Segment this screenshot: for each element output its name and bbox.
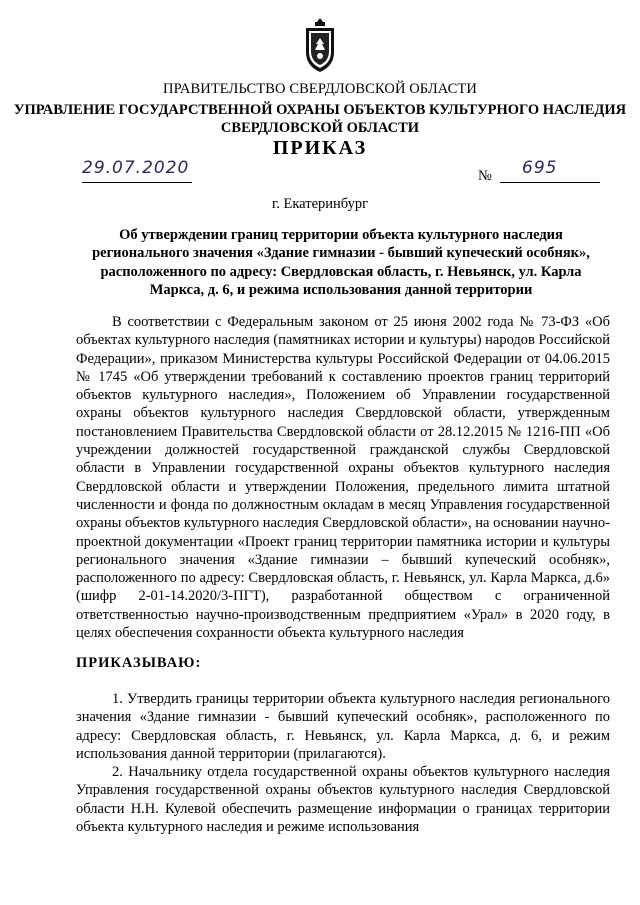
order-item-1: 1. Утвердить границы территории объекта культурного наследия регионального значения «Здание гимназии - бывший купеческий особняк», расположенного по адресу: Свердловская область, г. Невьянск, ул. Карла Маркса, д. 6, и режим использования данной территории (прилагаются). bbox=[76, 691, 610, 762]
order-date-field bbox=[82, 160, 192, 183]
preamble-paragraph: В соответствии с Федеральным законом от 25 июня 2002 года № 73-ФЗ «Об объектах культурного наследия (памятниках истории и культуры) народов Российской Федерации», приказом Министерства культуры Российской Федерации от 04.06.2015 № 1745 «Об утверждении требований к составлению проектов границ территорий объектов культурного наследия», Положением об Управлении государственной охраны объектов культурного наследия Свердловской области, утвержденным постановлением Правительства Свердловской области от 28.12.2015 № 1216-ПП «Об учреждении должностей государственной гражданской службы Свердловской области в Управлении государственной охраны объектов культурного наследия Свердловской области и утверждении Положения, предельного лимита штатной численности и фонда по должностным окладам в месяц Управления государственной охраны объектов культурного наследия Свердловской области», на основании научно-проектной документации «Проект границ территории памятника истории и культуры регионального значения «Здание гимназии – бывший купеческий особняк», расположенного по адресу: Свердловская область, г. Невьянск, ул. Карла Маркса, д.6» (шифр 2-01-14.2020/3-ПГТ), разработанной обществом с ограниченной ответственностью научно-производственным предприятием «Урал» в 2020 году, в целях обеспечения сохранности объекта культурного наследия bbox=[76, 314, 610, 642]
order-heading: Об утверждении границ территории объекта культурного наследия регионального значения «Здание гимназии - бывший купеческий особняк», расположенного по адресу: Свердловская область, г. Невьянск, ул. Карла Маркса, д. 6, и режима использования данной территории bbox=[92, 227, 590, 298]
department-name-line1: УПРАВЛЕНИЕ ГОСУДАРСТВЕННОЙ ОХРАНЫ ОБЪЕКТОВ КУЛЬТУРНОГО НАСЛЕДИЯ bbox=[13, 102, 627, 118]
order-item-2: 2. Начальнику отдела государственной охраны объектов культурного наследия Управления государственной охраны объектов культурного наследия Свердловской области Н.Н. Кулевой обеспечить размещение информации о границах территории объекта культурного наследия и режиме использования bbox=[76, 764, 610, 835]
orders-label: ПРИКАЗЫВАЮ: bbox=[76, 655, 202, 671]
order-number-field bbox=[500, 158, 600, 183]
coat-of-arms-emblem-icon bbox=[300, 16, 340, 74]
order-date-handwritten: 29.07.2020 bbox=[82, 158, 190, 178]
government-name: ПРАВИТЕЛЬСТВО СВЕРДЛОВСКОЙ ОБЛАСТИ bbox=[163, 81, 477, 97]
order-number-label: № bbox=[478, 168, 492, 184]
order-number-handwritten: 695 bbox=[522, 158, 558, 178]
department-name-line2: СВЕРДЛОВСКОЙ ОБЛАСТИ bbox=[220, 120, 420, 136]
department-name bbox=[0, 101, 640, 137]
document-type-title: ПРИКАЗ bbox=[272, 137, 368, 159]
city-name: г. Екатеринбург bbox=[271, 196, 369, 212]
